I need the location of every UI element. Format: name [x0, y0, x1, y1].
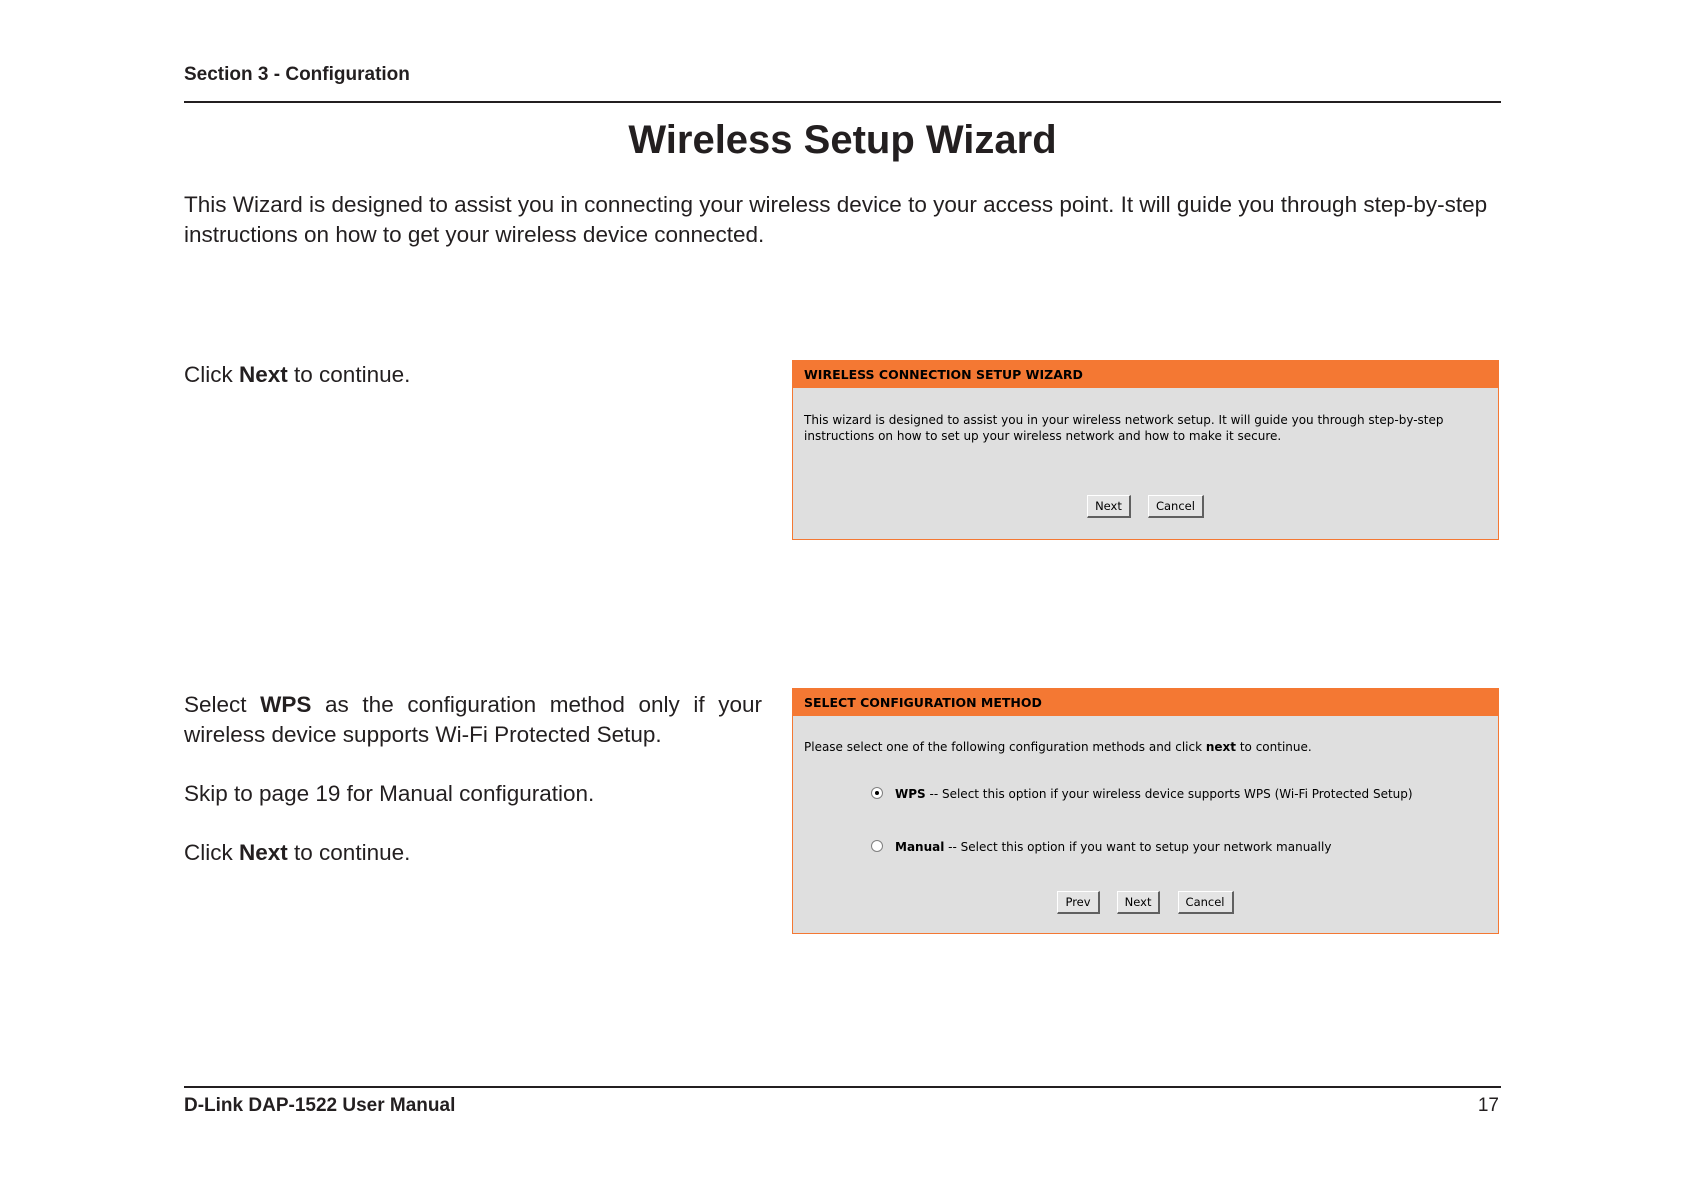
footer-manual-title: D-Link DAP-1522 User Manual: [184, 1095, 456, 1116]
page-title: Wireless Setup Wizard: [628, 118, 1057, 162]
step1-click-bold: Next: [239, 362, 288, 387]
manual-description: -- Select this option if you want to setup your network manually: [944, 840, 1332, 854]
step2-skip-text: Skip to page 19 for Manual configuration.: [184, 781, 595, 806]
wps-description: -- Select this option if your wireless device supports WPS (Wi-Fi Protected Setup): [925, 787, 1413, 801]
wps-radio[interactable]: [871, 787, 883, 799]
step2-click-text: [184, 838, 762, 868]
step2-click-suffix: to continue.: [287, 840, 411, 865]
manual-option[interactable]: [871, 840, 1331, 854]
intro-paragraph: This Wizard is designed to assist you in connecting your wireless device to your access point. It will guide you through step-by-step instructions on how to get your wireless device connected.: [184, 192, 1488, 247]
panel2-instruction-bold: next: [1205, 740, 1237, 754]
manual-label: Manual: [895, 840, 945, 854]
next-button[interactable]: Next: [1087, 495, 1131, 518]
config-method-panel: [792, 688, 1499, 934]
panel1-body-line2: instructions on how to set up your wireless network and how to make it secure.: [804, 429, 1282, 443]
wps-option[interactable]: [871, 787, 1413, 801]
panel1-body-line1: This wizard is designed to assist you in your wireless network setup. It will guide you through step-by-step: [804, 413, 1444, 427]
step2-select-text: [184, 690, 762, 750]
step1-click-prefix: Click: [184, 362, 239, 387]
panel1-heading: WIRELESS CONNECTION SETUP WIZARD: [793, 361, 1498, 388]
header-rule: [184, 101, 1501, 103]
panel2-instruction-suffix: to continue.: [1236, 740, 1312, 754]
wps-label: WPS: [895, 787, 926, 801]
step2-click-bold: Next: [239, 840, 288, 865]
footer-rule: [184, 1086, 1501, 1088]
panel1-body: [793, 388, 1498, 444]
step2-select-suffix: as the configuration method only if your wireless device supports Wi-Fi Protected Setup.: [184, 692, 762, 747]
step1-click-suffix: to continue.: [287, 362, 411, 387]
cancel-button[interactable]: Cancel: [1148, 495, 1204, 518]
step2-click-prefix: Click: [184, 840, 239, 865]
prev-button[interactable]: Prev: [1057, 891, 1099, 914]
panel2-buttons: [793, 891, 1498, 914]
panel1-buttons: [793, 495, 1498, 518]
panel2-instruction: [793, 716, 1498, 755]
panel2-instruction-prefix: Please select one of the following configuration methods and click: [804, 740, 1206, 754]
cancel-button[interactable]: Cancel: [1178, 891, 1234, 914]
manual-radio[interactable]: [871, 840, 883, 852]
page-number: 17: [1477, 1095, 1499, 1116]
next-button[interactable]: Next: [1117, 891, 1161, 914]
step1-instruction: [184, 360, 410, 390]
step2-select-prefix: Select: [184, 692, 261, 717]
section-header: Section 3 - Configuration: [184, 64, 410, 85]
panel2-heading: SELECT CONFIGURATION METHOD: [793, 689, 1498, 716]
step2-instructions: [184, 690, 762, 897]
wizard-intro-panel: [792, 360, 1499, 540]
step2-select-bold: WPS: [260, 692, 312, 717]
